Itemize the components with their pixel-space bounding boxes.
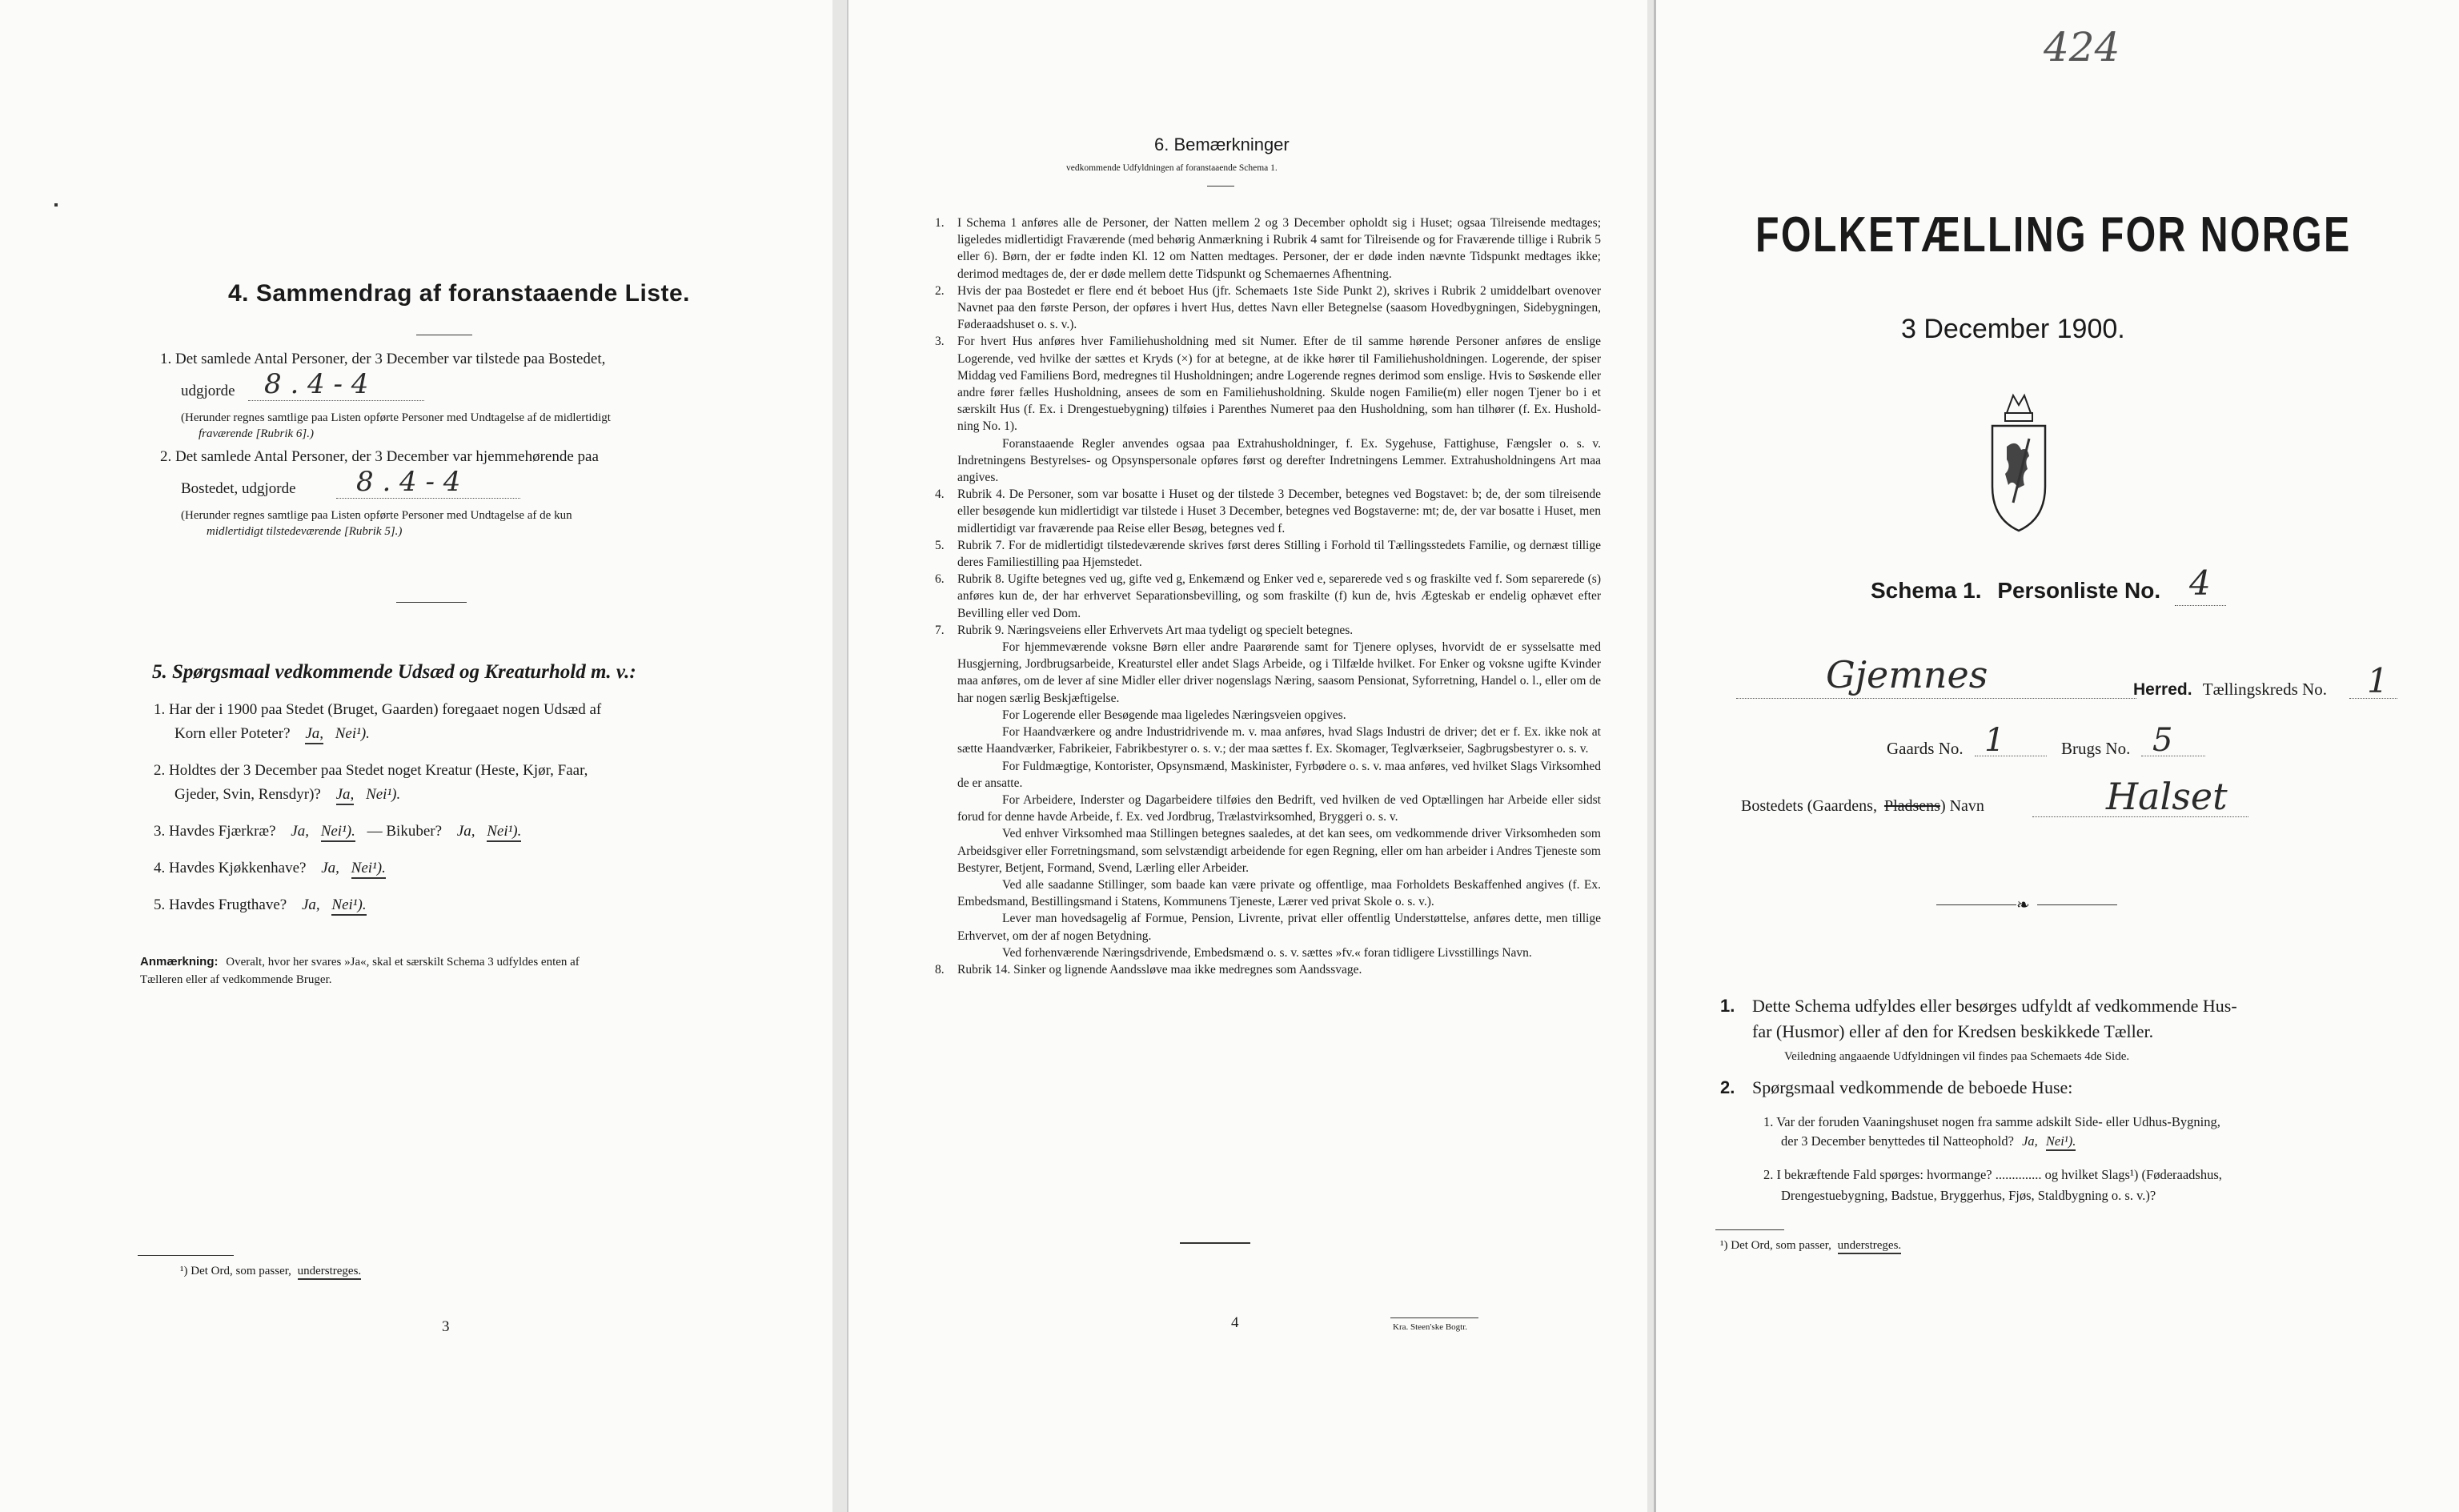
q2-value-line xyxy=(336,498,520,499)
remark-text: Ved alle saadanne Stillinger, som baade kan være private og offentlige, maa Forholdets Beskaffenhed angives (f. Ex. Embedsmand, Bestillingsmand i Statens, Kommunens Tjeneste, Lærer ved privat Skole o. s. v.). xyxy=(957,877,1601,909)
item2-text: Spørgsmaal vedkommende de beboede Huse: xyxy=(1752,1077,2073,1097)
footnote xyxy=(180,1263,361,1279)
gaards-value[interactable]: 1 xyxy=(1984,722,2005,759)
kreds-value[interactable]: 1 xyxy=(2367,661,2389,700)
ornament-line-left xyxy=(1936,904,2016,905)
remark-number: 2. xyxy=(935,283,945,298)
remark-item xyxy=(935,486,1601,537)
remark-item xyxy=(935,571,1601,622)
s5-q2-line2 xyxy=(174,784,400,805)
personliste-line xyxy=(2175,605,2226,606)
remark-item xyxy=(935,792,1601,825)
q2-bostedet-label: Bostedet, udgjorde xyxy=(181,480,296,497)
remark-text: Rubrik 14. Sinker og lignende Aandssløve maa ikke medregnes som Aandssvage. xyxy=(957,962,1362,977)
remark-item xyxy=(935,622,1601,639)
bosted-label-a: Bostedets (Gaardens, xyxy=(1741,797,1877,815)
q1-note-1: (Herunder regnes samtlige paa Listen opførte Personer med Undtagelse af de midlertidigt xyxy=(181,411,611,424)
s5-q4-nei[interactable]: Nei¹). xyxy=(351,860,386,879)
anmaerkning-label: Anmærkning: xyxy=(140,955,219,969)
remark-item xyxy=(935,961,1601,978)
sub2-line1: 2. I bekræftende Fald spørges: hvormange? .............. og hvilket Slags¹) (Føderaadshus, xyxy=(1763,1167,2222,1182)
s5-q5-question: 5. Havdes Frugthave? xyxy=(154,896,287,913)
herred-value[interactable]: Gjemnes xyxy=(1826,653,1988,696)
item1-note: Veiledning angaaende Udfyldningen vil findes paa Schemaets 4de Side. xyxy=(1784,1050,2130,1063)
sub1-line2 xyxy=(1781,1133,2076,1149)
remark-item xyxy=(935,537,1601,571)
personliste-value[interactable]: 4 xyxy=(2189,563,2211,603)
remark-item xyxy=(935,283,1601,334)
remark-item xyxy=(935,333,1601,435)
remark-text: For Logerende eller Besøgende maa ligeledes Næringsveien opgives. xyxy=(1002,708,1346,722)
herred-line xyxy=(1736,698,2136,699)
page-number: 3 xyxy=(442,1318,450,1335)
remark-number: 1. xyxy=(935,216,945,230)
remark-text: For hvert Hus anføres hver Familiehusholdning med sit Numer. Efter de til samme hørende Personer anføres de enslige Logerende, ved hvilke der sættes et Kryds (×) for at betegne, at de ikke hører til Familiehusholdningen. Logerende, der spiser Middag ved Familiens Bord, medregnes til Husholdningen; andre Logerende regnes derimod som enslige. Hvis to Søskende eller andre fører fælles Husholdning, ansees de som en Familiehusholdning. Skulde nogen Familie(m) eller nogen Tjener bo i et særskilt Hus (f. Ex. i Drengestuebygning) tilføies i Parenthes Numeret paa den Husholdning, som han tilhører (f. Ex. Husholdning No. 1). xyxy=(957,335,1601,434)
divider xyxy=(1180,1242,1250,1244)
s5-q3b-nei[interactable]: Nei¹). xyxy=(487,823,521,842)
remark-text: For Haandværkere og andre Industridrivende m. v. maa anføres, hvad Slags Industri de driver; det er f. Ex. ikke nok at sætte Haandværker, Fabrikeier, Fabrikbestyrer o. s. v.; der maa sættes f. Ex. Skomager, Teglværkseier, Sagbrugsbestyrer o. s. v. xyxy=(957,725,1601,756)
page-3 xyxy=(0,0,832,1512)
footnote-text: ¹) Det Ord, som passer, xyxy=(1720,1239,1831,1252)
s5-q5 xyxy=(154,895,367,916)
s5-q3-bikuber: — Bikuber? xyxy=(367,823,443,840)
s5-q3-nei[interactable]: Nei¹). xyxy=(321,823,355,842)
schema-label: Schema 1. xyxy=(1871,578,1982,603)
remarks-subtitle: vedkommende Udfyldningen af foranstaaende Schema 1. xyxy=(1066,163,1278,173)
anmaerkning-line2: Tælleren eller af vedkommende Bruger. xyxy=(140,973,332,986)
footnote-rule xyxy=(1715,1229,1784,1230)
sub1-line1: 1. Var der foruden Vaaningshuset nogen fra samme adskilt Side- eller Udhus-Bygning, xyxy=(1763,1114,2220,1129)
remark-number: 6. xyxy=(935,572,945,587)
archive-number: 424 xyxy=(2044,24,2120,70)
main-title: FOLKETÆLLING FOR NORGE xyxy=(1755,207,2352,263)
remark-number: 4. xyxy=(935,487,945,502)
s5-q1-line2 xyxy=(174,724,370,744)
remark-number: 8. xyxy=(935,962,945,977)
item1-num: 1. xyxy=(1720,996,1735,1016)
coat-of-arms-icon xyxy=(1989,391,2048,535)
remark-text: Rubrik 7. For de midlertidigt tilstedeværende skrives først deres Stilling i Forhold til Tællingsstedets Familie, og dernæst tillige deres Familiestilling paa Hjemstedet. xyxy=(957,538,1601,570)
section-5-title: 5. Spørgsmaal vedkommende Udsæd og Kreaturhold m. v.: xyxy=(152,661,636,683)
remark-text: Ved enhver Virksomhed maa Stillingen betegnes saaledes, at det kan sees, om vedkommende driver Virksomheden som Arbeidsgiver eller Forretningsmand, som selvstændigt arbeidende for egen Regning, eller om han arbeider i Andres Tjeneste som Bestyrer, Betjent, Formand, Svend, Lærling eller Arbeider. xyxy=(957,827,1601,875)
kreds-line xyxy=(2349,698,2397,699)
remark-number: 7. xyxy=(935,623,945,637)
q2-value: 8 . 4 - 4 xyxy=(356,466,461,498)
page-1-front xyxy=(1654,0,2459,1512)
section-4-title: 4. Sammendrag af foranstaaende Liste. xyxy=(228,280,691,307)
item1-line2: far (Husmor) eller af den for Kredsen beskikkede Tæller. xyxy=(1752,1021,2154,1041)
s5-q5-nei[interactable]: Nei¹). xyxy=(331,896,366,916)
remark-text: Rubrik 8. Ugifte betegnes ved ug, gifte ved g, Enkemænd og Enker ved e, separerede ved s og fraskilte ved f. Som separerede (s) anføres kun de, der har erhvervet Separationsbevilling, og som fraskilte (f) kun de, hvis Ægteskab er endelig ophævet efter Bevilling eller ved Dom. xyxy=(957,572,1601,620)
s5-q2-question: Gjeder, Svin, Rensdyr)? xyxy=(174,786,321,803)
footnote-underlined: understreges. xyxy=(1838,1239,1902,1254)
page-4 xyxy=(847,0,1647,1512)
s5-q4 xyxy=(154,858,386,879)
remark-item xyxy=(935,944,1601,961)
footnote-text: ¹) Det Ord, som passer, xyxy=(180,1265,291,1277)
sub1-question: der 3 December benyttedes til Natteophold? xyxy=(1781,1133,2014,1149)
remark-text: For hjemmeværende voksne Børn eller andre Paarørende samt for Tjenere oplyses, hvorvidt de er sysselsatte med Husgjerning, Jordbrugsarbeide, Kreaturstel eller andet Slags Arbeide, og i Tilfælde hvilket. For Enker og voksne ugifte Kvinder maa anføres, om de lever af sine Midler eller driver nogenslags Næring, saasom Pensionat, Syforretning, Handel o. l., eller om de har nogen særlig Beskjæftigelse. xyxy=(957,640,1601,705)
s5-q3b-ja[interactable]: Ja, xyxy=(456,823,475,840)
q2-line1: 2. Det samlede Antal Personer, der 3 December var hjemmehørende paa xyxy=(160,448,599,465)
remark-number: 3. xyxy=(935,335,945,349)
s5-q4-question: 4. Havdes Kjøkkenhave? xyxy=(154,860,307,876)
anmaerkning xyxy=(140,954,580,970)
q2-note-1: (Herunder regnes samtlige paa Listen opførte Personer med Undtagelse af de kun xyxy=(181,509,572,522)
footnote-underlined: understreges. xyxy=(298,1265,362,1280)
q1-value-line xyxy=(248,400,424,401)
q1-udgjorde-label: udgjorde xyxy=(181,383,235,399)
herred-kreds-line xyxy=(2133,679,2327,700)
s5-q3 xyxy=(154,821,521,842)
gaards-label: Gaards No. xyxy=(1887,739,1964,758)
q1-value: 8 . 4 - 4 xyxy=(264,368,369,400)
gutter xyxy=(832,0,847,1512)
q1-note-2: fraværende [Rubrik 6].) xyxy=(199,427,315,440)
anmaerkning-line1: Overalt, hvor her svares »Ja«, skal et særskilt Schema 3 udfyldes enten af xyxy=(226,956,580,969)
bosted-label-struck: Pladsens xyxy=(1883,797,1940,815)
s5-q3-ja[interactable]: Ja, xyxy=(291,823,309,840)
remark-text: Ved forhenværende Næringsdrivende, Embedsmænd o. s. v. sættes »fv.« foran tidligere Livsstillings Navn. xyxy=(1002,945,1532,960)
remark-text: Hvis der paa Bostedet er flere end ét beboet Hus (jfr. Schemaets 1ste Side Punkt 2), skrives i Rubrik 2 umiddelbart ovenover Navnet paa den første Person, der opføres i hvert Hus, dettes Navn eller Betegnelse (saasom Hovedbygningen, Sidebygningen, Føderaadshuset o. s. v.). xyxy=(957,283,1601,332)
remark-item xyxy=(935,639,1601,707)
remark-item xyxy=(935,724,1601,757)
s5-q5-ja[interactable]: Ja, xyxy=(301,896,320,913)
schema-line xyxy=(1871,578,2160,604)
brugs-value[interactable]: 5 xyxy=(2152,722,2173,759)
sub1-ja[interactable]: Ja, xyxy=(2022,1133,2038,1149)
remark-text: For Fuldmægtige, Kontorister, Opsynsmænd, Maskinister, Fyrbødere o. s. v. maa anføres, ved hvilket Slags Virksomhed de er ansatte. xyxy=(957,759,1601,790)
s5-q1-question: Korn eller Poteter? xyxy=(174,725,291,742)
s5-q1-line1: 1. Har der i 1900 paa Stedet (Bruget, Gaarden) foregaaet nogen Udsæd af xyxy=(154,701,602,718)
remark-text: Rubrik 9. Næringsveiens eller Erhvervets Art maa tydeligt og specielt betegnes. xyxy=(957,623,1354,637)
s5-q4-ja[interactable]: Ja, xyxy=(321,860,339,876)
item2-num: 2. xyxy=(1720,1077,1735,1097)
printer-imprint: Kra. Steen'ske Bogtr. xyxy=(1393,1322,1468,1332)
remark-item xyxy=(935,435,1601,487)
s5-q3-question: 3. Havdes Fjærkræ? xyxy=(154,823,276,840)
personliste-label: Personliste No. xyxy=(1997,578,2161,603)
remark-text: For Arbeidere, Inderster og Dagarbeidere tilføies den Bedrift, ved hvilken de ved Optællingen har Arbeide eller sidst forud for denne havde Arbeide, f. Ex. ved Jordbrug, Trælastvirksomhed, Bryggeri o. s. v. xyxy=(957,792,1601,824)
remark-text: Lever man hovedsagelig af Formue, Pension, Livrente, privat eller offentlig Understøttelse, anføres dette, men tillige Erhvervet, om der af nogen Betydning. xyxy=(957,912,1601,943)
remark-item xyxy=(935,215,1601,283)
footnote-rule xyxy=(138,1255,234,1256)
sub1-nei[interactable]: Nei¹). xyxy=(2046,1133,2076,1151)
remark-item xyxy=(935,707,1601,724)
remark-item xyxy=(935,876,1601,910)
remark-item xyxy=(935,910,1601,944)
kreds-label: Tællingskreds No. xyxy=(2202,680,2327,699)
bosted-label xyxy=(1741,796,1984,816)
item1-line1: Dette Schema udfyldes eller besørges udfyldt af vedkommende Hus- xyxy=(1752,996,2237,1016)
bosted-value[interactable]: Halset xyxy=(2106,775,2228,818)
remarks-title: 6. Bemærkninger xyxy=(1154,134,1290,154)
ornament-icon: ❧ xyxy=(2016,896,2030,914)
margin-mark xyxy=(54,203,58,207)
bosted-line xyxy=(2032,816,2248,817)
s5-q1-nei[interactable]: Nei¹). xyxy=(335,725,370,742)
divider xyxy=(396,602,467,603)
q1-line1: 1. Det samlede Antal Personer, der 3 December var tilstede paa Bostedet, xyxy=(160,351,606,367)
page-number: 4 xyxy=(1231,1314,1239,1331)
remark-text: Foranstaaende Regler anvendes ogsaa paa Extrahusholdninger, f. Ex. Sygehuse, Fattighuse, Fængsler o. s. v. Indretningens Bestyrelses- og Opsynspersonale opføres først og derefter Indretningens Lemmer. Extrahusholdningens Art maa angives. xyxy=(957,436,1601,485)
bosted-label-b: ) Navn xyxy=(1940,797,1984,815)
remark-item xyxy=(935,825,1601,876)
remarks-list xyxy=(935,215,1601,978)
s5-q2-nei[interactable]: Nei¹). xyxy=(366,786,401,803)
herred-label: Herred. xyxy=(2133,680,2192,699)
q2-note-2: midlertidigt tilstedeværende [Rubrik 5].) xyxy=(207,525,403,538)
brugs-label: Brugs No. xyxy=(2061,739,2131,758)
sub2-line2: Drengestuebygning, Badstue, Bryggerhus, Fjøs, Staldbygning o. s. v.)? xyxy=(1781,1188,2156,1203)
gutter xyxy=(1647,0,1654,1512)
remark-text: I Schema 1 anføres alle de Personer, der Natten mellem 2 og 3 December opholdt sig i Huset; ogsaa Tilreisende medtages; ligeledes midlertidigt Fraværende (med behørig Anmærkning i Rubrik 4 samt for Tilreisende og for Fraværende tillige i Rubrik 5 eller 6). Børn, der er fødte inden Kl. 12 om Natten medtages. Personer, der er døde inden nævnte Tidspunkt medtages ikke; derimod medtages de, der er døde mellem dette Tidspunkt og Schemaernes Afhentning. xyxy=(957,216,1601,281)
remark-number: 5. xyxy=(935,538,945,552)
remark-item xyxy=(935,758,1601,792)
s5-q1-ja[interactable]: Ja, xyxy=(305,725,323,744)
s5-q2-line1: 2. Holdtes der 3 December paa Stedet noget Kreatur (Heste, Kjør, Faar, xyxy=(154,762,588,779)
ornament-line-right xyxy=(2037,904,2117,905)
printer-rule xyxy=(1390,1317,1478,1318)
s5-q2-ja[interactable]: Ja, xyxy=(336,786,355,805)
footnote xyxy=(1720,1237,1901,1253)
census-date: 3 December 1900. xyxy=(1901,314,2125,344)
remark-text: Rubrik 4. De Personer, som var bosatte i Huset og der tilstede 3 December, betegnes ved Bogstavet: b; de, der som tilreisende eller besøgende kun midlertidigt var tilstede i Huset 3 December, betegnes ved Bogstaverne: mt; de, der var bosatte i Huset, men midlertidigt var fraværende paa Reise eller Besøg, betegnes ved f. xyxy=(957,487,1601,535)
